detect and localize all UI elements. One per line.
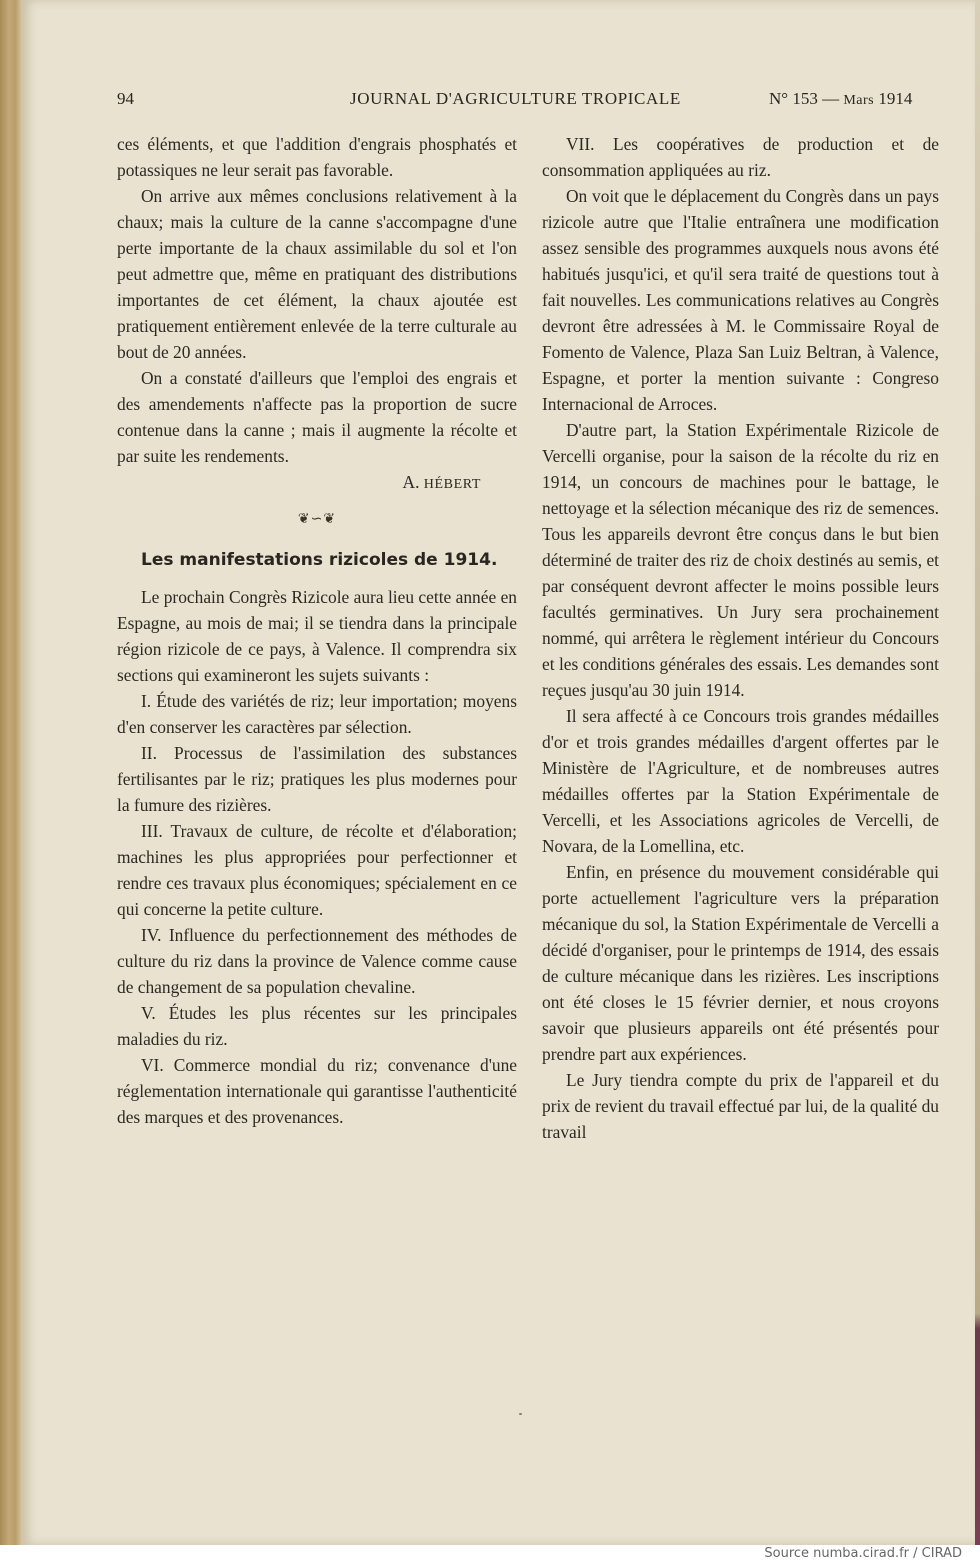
page-speck	[519, 1413, 522, 1415]
page-edge	[975, 0, 980, 1545]
paragraph: Il sera affecté à ce Concours trois grandes médailles d'or et trois grandes médailles d'argent offertes par le Ministère de l'Agriculture, et de nombreuses autres médailles offertes par la Station Expérimentale de Vercelli, et les Associations agricoles de Vercelli, de Novara, de la Lomellina, etc.	[542, 706, 939, 856]
issue-year: 1914	[874, 89, 913, 108]
list-item: VII. Les coopératives de production et de consommation appliquées au riz.	[542, 134, 939, 180]
left-column	[117, 131, 517, 1130]
paragraph: Le Jury tiendra compte du prix de l'appareil et du prix de revient du travail effectué par lui, de la qualité du travail	[542, 1070, 939, 1142]
paragraph: Le prochain Congrès Rizicole aura lieu cette année en Espagne, au mois de mai; il se tiendra dans la principale région rizicole de ce pays, à Valence. Il comprendra six sections qui examineront les sujets suivants :	[117, 587, 517, 685]
author-signature	[117, 469, 517, 498]
source-credit: Source numba.cirad.fr / CIRAD	[764, 1546, 962, 1561]
signature-name: HÉBERT	[423, 477, 481, 492]
list-item: IV. Influence du perfectionnement des méthodes de culture du riz dans la province de Valence comme cause de changement de sa population chevaline.	[117, 925, 517, 997]
page-number: 94	[117, 89, 134, 108]
paragraph: On voit que le déplacement du Congrès dans un pays rizicole autre que l'Italie entraînera une modification assez sensible des programmes auxquels nous avons été habitués jusqu'ici, et qu'il sera traité de questions tout à fait nouvelles. Les communications relatives au Congrès devront être adressées à M. le Commissaire Royal de Fomento de Valence, Plaza San Luiz Beltran, à Valence, Espagne, et porter la mention suivante : Congreso Internacional de Arroces.	[542, 186, 939, 414]
ornament-divider: ❦∽❦	[297, 512, 337, 527]
paper-sheet	[22, 0, 975, 1545]
list-item: VI. Commerce mondial du riz; convenance d'une réglementation internationale qui garantisse l'authenticité des marques et des provenances.	[117, 1055, 517, 1127]
paragraph: Enfin, en présence du mouvement considérable qui porte actuellement l'agriculture vers la préparation mécanique du sol, la Station Expérimentale de Vercelli a décidé d'organiser, pour le printemps de 1914, des essais de culture mécanique dans les rizières. Les inscriptions ont été closes le 15 février dernier, et nous croyons savoir que plusieurs appareils ont été présentés pour prendre part aux expériences.	[542, 862, 939, 1064]
paragraph: D'autre part, la Station Expérimentale Rizicole de Vercelli organise, pour la saison de la récolte du riz en 1914, un concours de machines pour le battage, le nettoyage et la sélection mécanique des riz de semences. Tous les appareils devront être conçus dans le but bien déterminé de traiter des riz de choix destinés au semis, et par conséquent devront affecter le moins possible leurs facultés germinatives. Un Jury sera prochainement nommé, qui arrêtera le règlement intérieur du Concours et les conditions générales des essais. Les demandes sont reçues jusqu'au 30 juin 1914.	[542, 420, 939, 700]
book-spine	[0, 0, 22, 1545]
signature-initial: A.	[402, 472, 424, 492]
paragraph: On a constaté d'ailleurs que l'emploi des engrais et des amendements n'affecte pas la proportion de sucre contenue dans la canne ; mais il augmente la récolte et par suite les rendements.	[117, 368, 517, 466]
issue-info	[769, 89, 912, 109]
running-header	[22, 89, 975, 113]
journal-title: JOURNAL D'AGRICULTURE TROPICALE	[350, 89, 681, 108]
issue-number: N° 153 —	[769, 89, 844, 108]
section-title: Les manifestations rizicoles de 1914.	[141, 550, 498, 570]
right-column	[542, 131, 939, 1145]
paragraph: ces éléments, et que l'addition d'engrais phosphatés et potassiques ne leur serait pas favorable.	[117, 134, 517, 180]
issue-month: Mars	[843, 93, 875, 108]
list-item: II. Processus de l'assimilation des substances fertilisantes par le riz; pratiques les plus modernes pour la fumure des rizières.	[117, 743, 517, 815]
paragraph: On arrive aux mêmes conclusions relativement à la chaux; mais la culture de la canne s'accompagne d'une perte importante de la chaux assimilable du sol et l'on peut admettre que, même en pratiquant des distributions importantes de cet élément, la chaux ajoutée est pratiquement entièrement enlevée de la terre culturale au bout de 20 années.	[117, 186, 517, 362]
list-item: V. Études les plus récentes sur les principales maladies du riz.	[117, 1003, 517, 1049]
list-item: I. Étude des variétés de riz; leur importation; moyens d'en conserver les caractères par sélection.	[117, 691, 517, 737]
list-item: III. Travaux de culture, de récolte et d'élaboration; machines les plus appropriées pour perfectionner et rendre ces travaux plus économiques; spécialement en ce qui concerne la petite culture.	[117, 821, 517, 919]
